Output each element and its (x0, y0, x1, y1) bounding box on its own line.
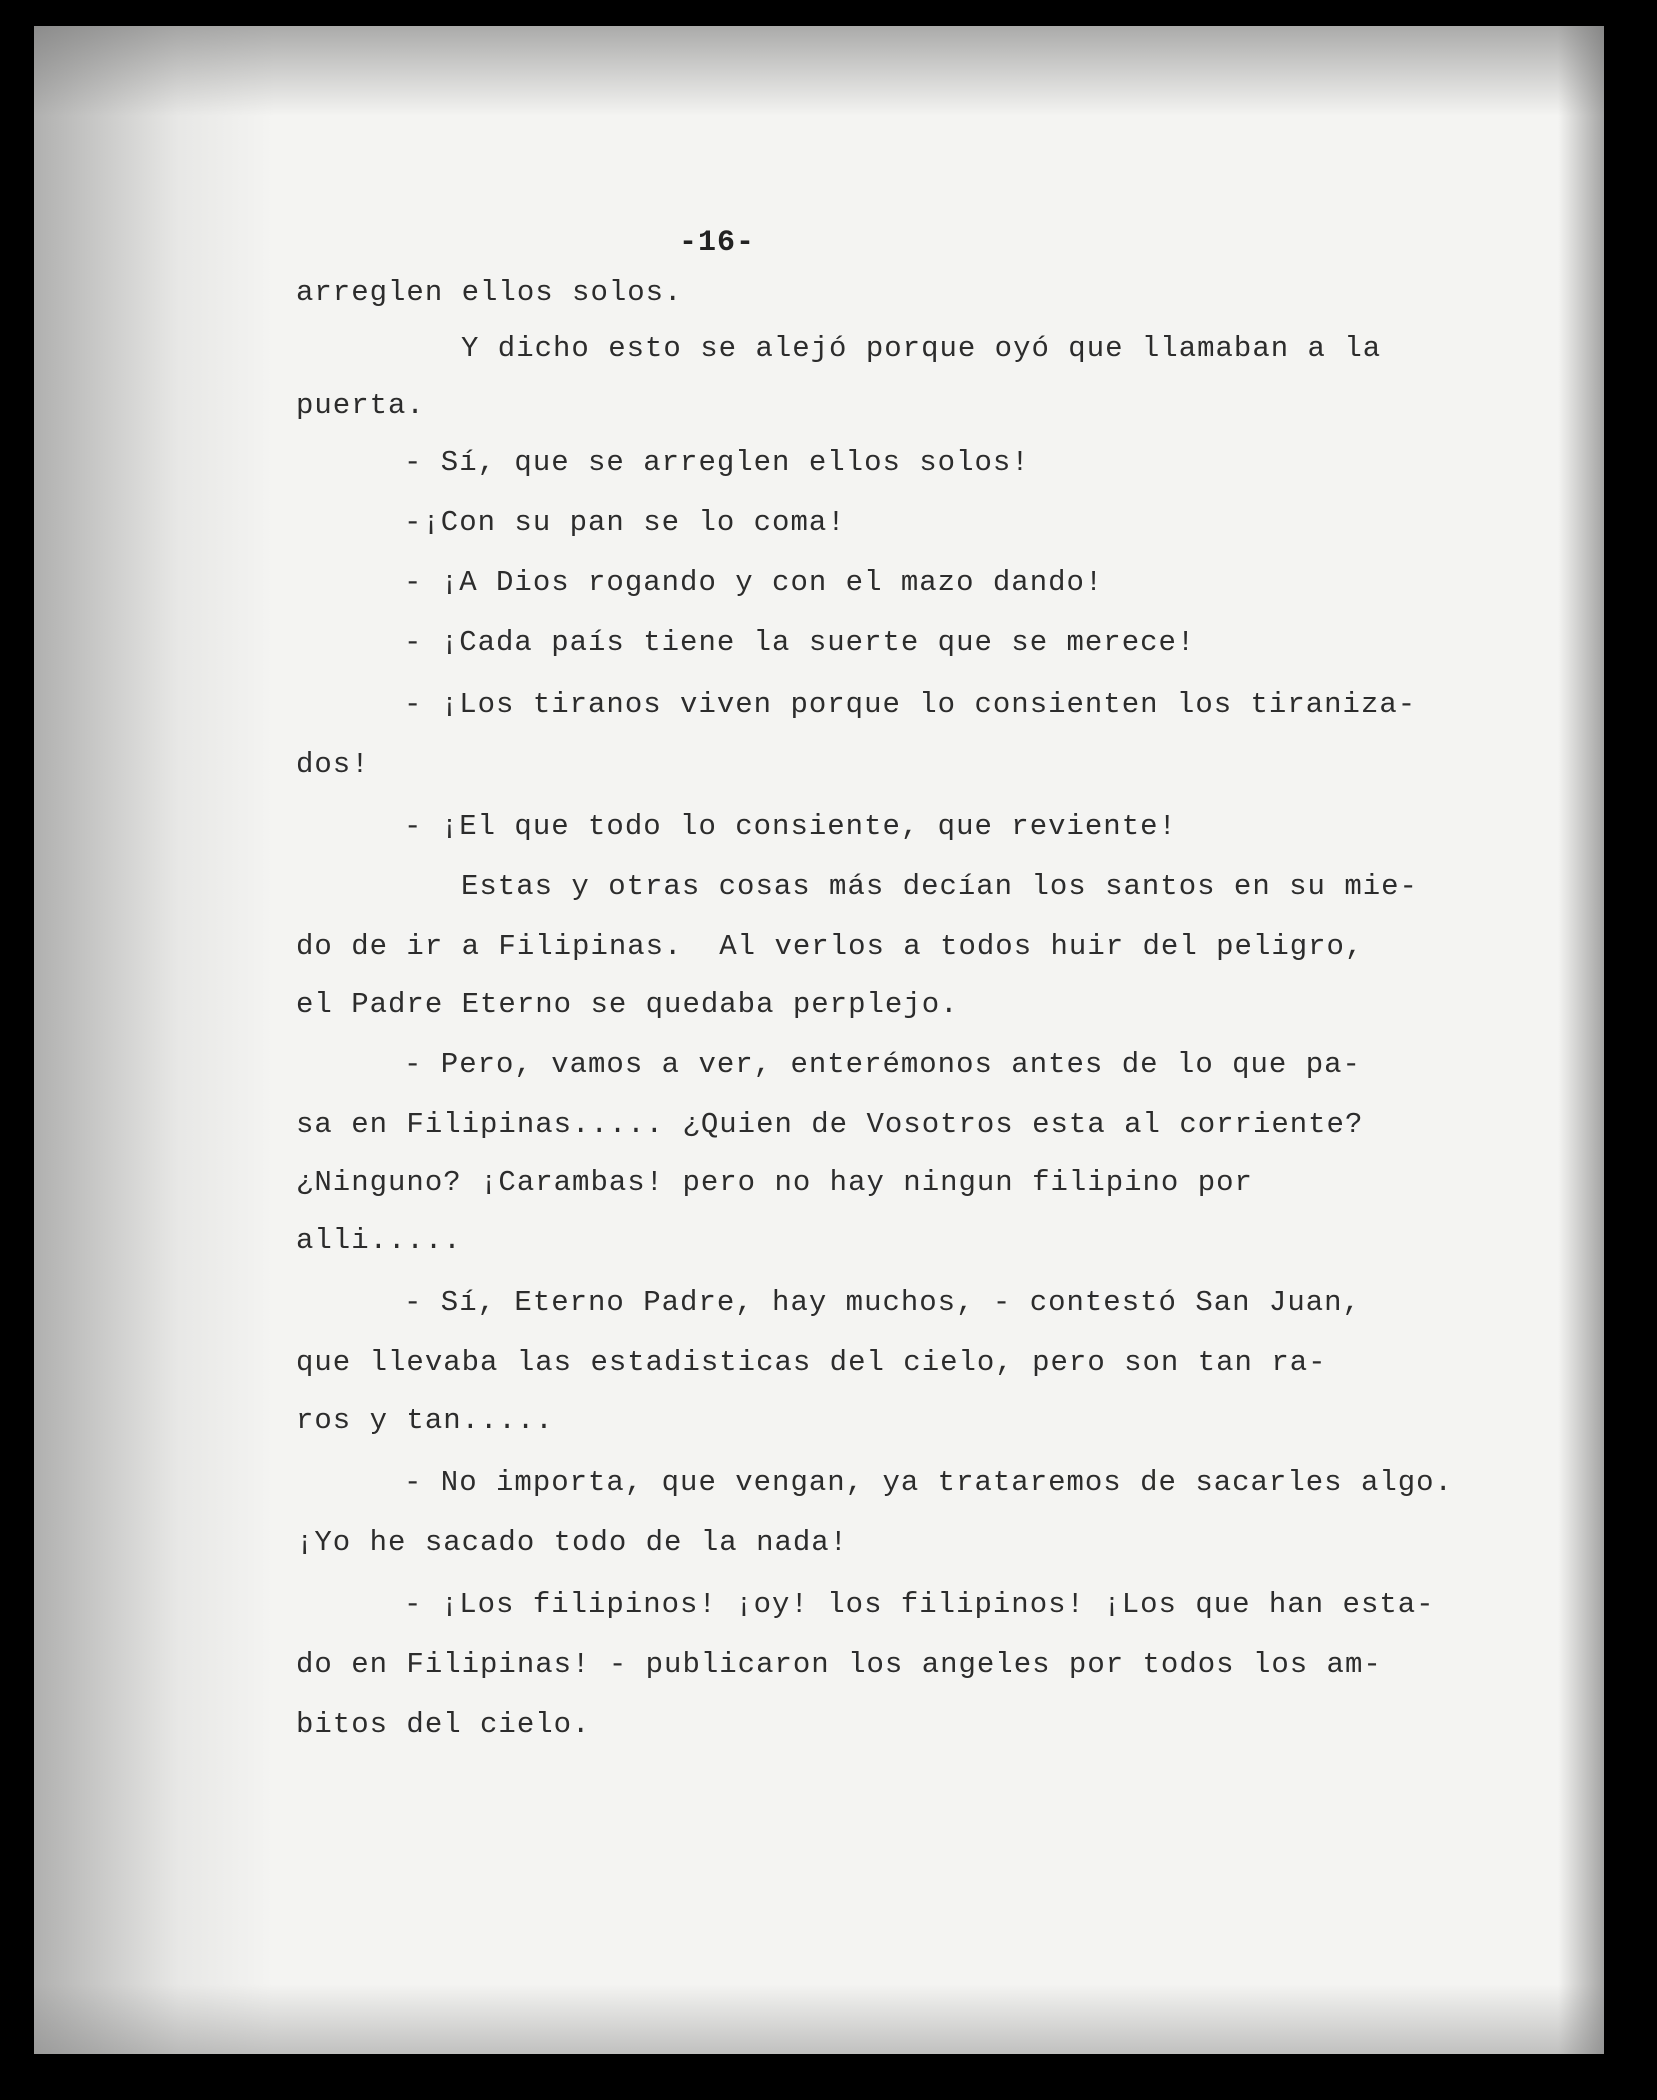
edge-shading-bottom (34, 1984, 1604, 2054)
text-line: - ¡Los filipinos! ¡oy! los filipinos! ¡Los que han esta- (404, 1588, 1435, 1621)
page-number: -16- (679, 226, 756, 260)
text-line: -¡Con su pan se lo coma! (404, 506, 846, 539)
text-line: - Pero, vamos a ver, enterémonos antes de lo que pa- (404, 1048, 1361, 1081)
text-line: - ¡El que todo lo consiente, que reviente! (404, 810, 1177, 843)
text-line: ¡Yo he sacado todo de la nada! (296, 1526, 849, 1559)
text-line: ros y tan..... (296, 1404, 554, 1437)
text-line: - ¡A Dios rogando y con el mazo dando! (404, 566, 1104, 599)
text-line: - ¡Los tiranos viven porque lo consienten los tiraniza- (404, 688, 1417, 721)
text-line: arreglen ellos solos. (296, 276, 683, 309)
text-line: puerta. (296, 389, 425, 422)
edge-shading (1558, 26, 1604, 2054)
text-line: - Sí, que se arreglen ellos solos! (404, 446, 1030, 479)
text-line: - Sí, Eterno Padre, hay muchos, - contestó San Juan, (404, 1286, 1361, 1319)
text-line: que llevaba las estadisticas del cielo, pero son tan ra- (296, 1346, 1327, 1379)
text-line: bitos del cielo. (296, 1708, 591, 1741)
document-page (34, 26, 1604, 2054)
text-line: Y dicho esto se alejó porque oyó que llamaban a la (461, 332, 1382, 365)
text-line: alli..... (296, 1224, 462, 1257)
text-line: do de ir a Filipinas. Al verlos a todos huir del peligro, (296, 930, 1364, 963)
text-line: ¿Ninguno? ¡Carambas! pero no hay ningun filipino por (296, 1166, 1253, 1199)
text-line: do en Filipinas! - publicaron los angeles por todos los am- (296, 1648, 1382, 1681)
text-line: el Padre Eterno se quedaba perplejo. (296, 988, 959, 1021)
text-line: sa en Filipinas..... ¿Quien de Vosotros esta al corriente? (296, 1108, 1364, 1141)
text-line: - ¡Cada país tiene la suerte que se merece! (404, 626, 1196, 659)
text-line: - No importa, que vengan, ya trataremos de sacarles algo. (404, 1466, 1453, 1499)
text-line: dos! (296, 748, 370, 781)
text-line: Estas y otras cosas más decían los santos en su mie- (461, 870, 1418, 903)
